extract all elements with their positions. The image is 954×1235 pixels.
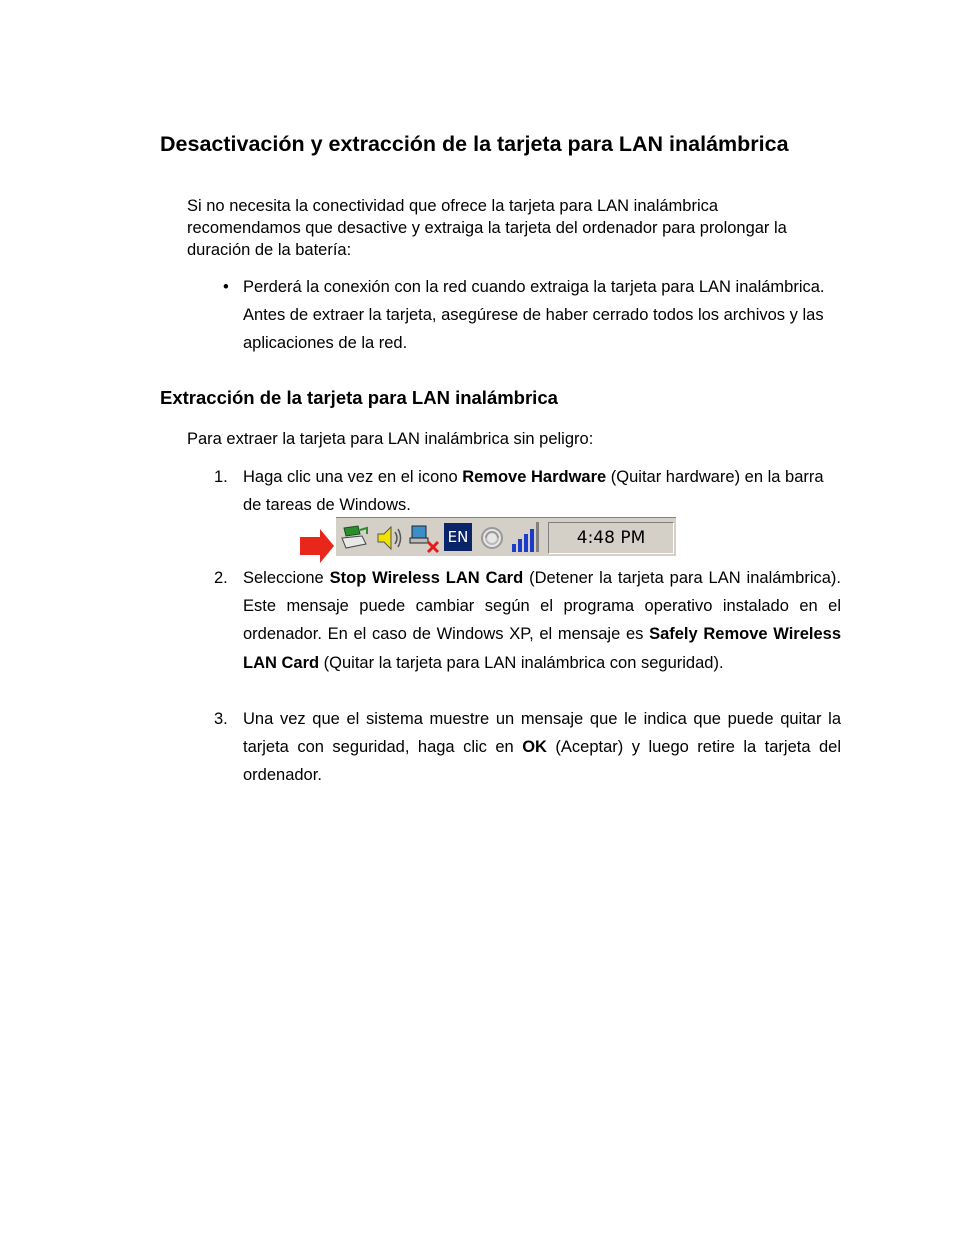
network-disconnected-icon[interactable] [408, 524, 440, 554]
page-title: Desactivación y extracción de la tarjeta para LAN inalámbrica [160, 132, 789, 156]
lead-paragraph: Para extraer la tarjeta para LAN inalámbrica sin peligro: [187, 430, 594, 448]
step-bold-text: Remove Hardware [462, 468, 607, 486]
step-number: 3. [214, 710, 228, 728]
step-text: Haga clic una vez en el icono [243, 468, 463, 486]
arrow-pointer-icon [298, 527, 336, 565]
language-icon[interactable]: EN [444, 523, 472, 551]
step-text: Una vez que el sistema muestre un mensaje que le indica que puede quitar la tarjeta con seguridad, haga clic en [243, 710, 841, 757]
taskbar-clock[interactable]: 4:48 PM [548, 522, 674, 554]
volume-icon[interactable] [374, 524, 404, 552]
bullet-marker: • [223, 278, 229, 296]
windows-taskbar [336, 517, 676, 556]
bullet-text: Perderá la conexión con la red cuando extraiga la tarjeta para LAN inalámbrica. Antes de extraer la tarjeta, asegúrese de haber cerrado todos los archivos y las aplicaciones de la red. [243, 278, 825, 352]
signal-strength-icon[interactable] [510, 520, 540, 554]
step-bold-text: OK [522, 738, 547, 757]
list-item [223, 273, 843, 357]
step-1 [214, 463, 841, 519]
step-text: Seleccione [243, 569, 330, 587]
step-3 [214, 705, 841, 790]
step-number: 1. [214, 468, 228, 486]
step-2 [214, 564, 841, 677]
remove-hardware-icon[interactable] [340, 524, 370, 552]
step-text: (Detener la tarjeta para LAN inalámbrica). Este mensaje puede cambiar según el programa operativo instalado en el ordenador. En el caso de Windows XP, el mensaje es [243, 569, 841, 644]
intro-paragraph: Si no necesita la conectividad que ofrece la tarjeta para LAN inalámbrica recomendamos que desactive y extraiga la tarjeta del ordenador para prolongar la duración de la batería: [187, 197, 787, 259]
step-number: 2. [214, 569, 228, 587]
section-heading: Extracción de la tarjeta para LAN inalámbrica [160, 387, 558, 408]
step-bold-text: Safely Remove Wireless LAN Card [243, 625, 841, 672]
step-text: (Quitar la tarjeta para LAN inalámbrica con seguridad). [319, 653, 724, 672]
step-bold-text: Stop Wireless LAN Card [329, 569, 524, 587]
sync-icon[interactable] [478, 524, 506, 552]
system-tray [336, 518, 540, 556]
step-text: (Quitar hardware) en la barra de tareas de Windows. [243, 468, 824, 515]
step-text: (Aceptar) y luego retire la tarjeta del ordenador. [243, 738, 841, 785]
